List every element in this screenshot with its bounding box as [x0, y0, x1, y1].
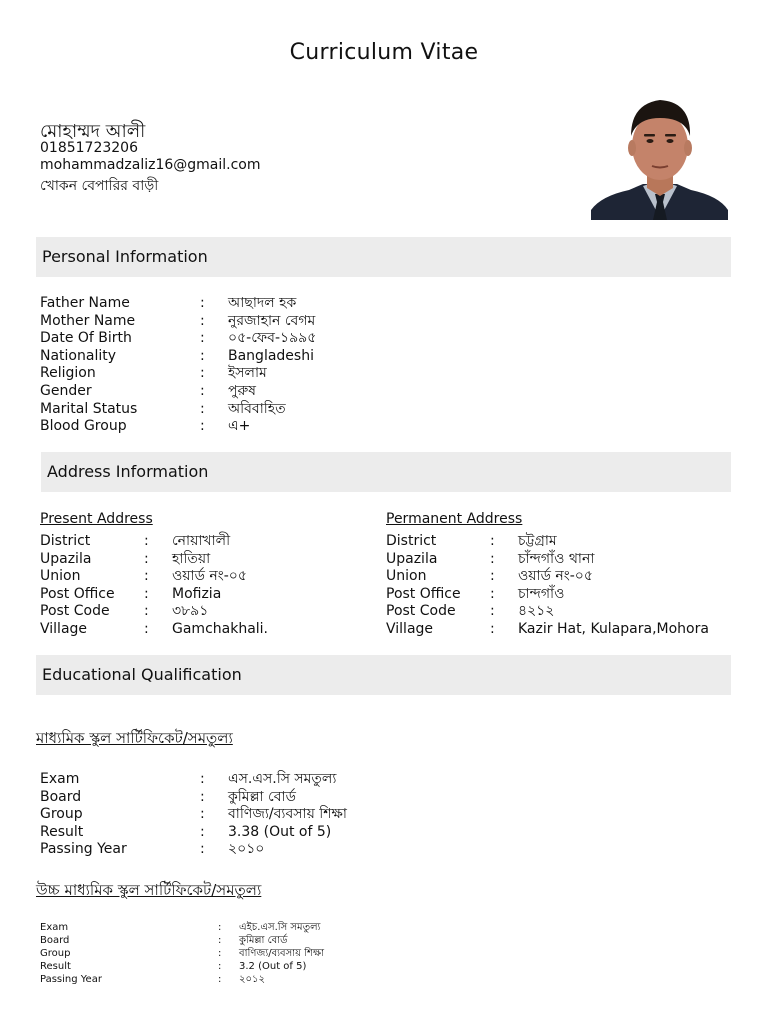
- row-label: Group: [40, 948, 71, 959]
- info-row: [40, 620, 370, 638]
- row-value: ওয়ার্ড নং-০৫: [172, 568, 247, 585]
- row-separator: :: [200, 823, 205, 840]
- row-label: Group: [40, 806, 83, 823]
- row-label: District: [386, 533, 437, 549]
- row-separator: :: [218, 974, 222, 985]
- row-label: Gender: [40, 383, 92, 399]
- row-label: Village: [40, 621, 88, 637]
- row-separator: :: [490, 621, 495, 637]
- hsc-title: উচ্চ মাধ্যমিক স্কুল সার্টিফিকেট/সমতুল্য: [36, 881, 262, 899]
- info-row: [40, 417, 720, 435]
- row-value: ইসলাম: [228, 365, 267, 382]
- row-separator: :: [200, 771, 205, 787]
- row-value: ০৫-ফেব-১৯৯৫: [228, 330, 317, 347]
- row-value: Kazir Hat, Kulapara,Mohora: [518, 621, 709, 637]
- row-label: Union: [386, 568, 427, 585]
- info-row: [40, 770, 720, 788]
- row-label: Blood Group: [40, 418, 127, 435]
- row-label: Board: [40, 788, 82, 805]
- profile-photo: [591, 88, 728, 220]
- row-separator: :: [200, 400, 205, 417]
- row-value: Mofizia: [172, 585, 222, 602]
- row-separator: :: [144, 568, 149, 585]
- info-row: [40, 823, 720, 841]
- info-row: [40, 805, 720, 823]
- row-label: Board: [40, 935, 70, 946]
- row-separator: :: [200, 418, 205, 435]
- row-value: বাণিজ্য/ব্যবসায় শিক্ষা: [239, 948, 324, 959]
- info-row: [40, 567, 370, 585]
- row-value: কুমিল্লা বোর্ড: [228, 788, 296, 805]
- info-row: [40, 960, 720, 973]
- row-value: আছাদল হক: [228, 295, 297, 311]
- row-label: Post Code: [40, 603, 110, 620]
- row-separator: :: [490, 585, 495, 602]
- portrait-image: [591, 88, 728, 220]
- row-value: Bangladeshi: [228, 347, 314, 364]
- row-label: Exam: [40, 771, 80, 787]
- applicant-name: মোহাম্মদ আলী: [40, 121, 146, 142]
- row-value: ৩৮৯১: [172, 603, 209, 620]
- row-label: Passing Year: [40, 841, 127, 858]
- permanent-address-title: Permanent Address: [386, 511, 523, 527]
- phone-number: 01851723206: [40, 140, 138, 156]
- section-title: Educational Qualification: [42, 665, 242, 684]
- row-value: 3.2 (Out of 5): [239, 961, 307, 972]
- section-title: Personal Information: [42, 247, 208, 266]
- row-value: ৪২১২: [518, 603, 555, 620]
- ssc-title: মাধ্যমিক স্কুল সার্টিফিকেট/সমতুল্য: [36, 729, 233, 747]
- info-row: [40, 294, 720, 312]
- row-value: ২০১০: [228, 841, 265, 858]
- info-row: [40, 921, 720, 934]
- row-label: Result: [40, 823, 84, 840]
- row-separator: :: [144, 585, 149, 602]
- row-separator: :: [218, 935, 222, 946]
- row-separator: :: [218, 961, 222, 972]
- row-label: Union: [40, 568, 81, 585]
- row-separator: :: [200, 841, 205, 858]
- row-label: Mother Name: [40, 312, 136, 329]
- info-row: [40, 602, 370, 620]
- row-value: কুমিল্লা বোর্ড: [239, 935, 288, 946]
- row-label: Marital Status: [40, 400, 138, 417]
- email-address: mohammadzaliz16@gmail.com: [40, 157, 261, 173]
- row-value: এস.এস.সি সমতুল্য: [228, 771, 337, 787]
- row-separator: :: [490, 533, 495, 549]
- section-title: Address Information: [47, 462, 209, 481]
- info-row: [386, 550, 726, 568]
- info-row: [40, 400, 720, 418]
- row-separator: :: [144, 533, 149, 549]
- info-row: [40, 364, 720, 382]
- address-information-header: [41, 452, 731, 492]
- row-label: District: [40, 533, 91, 549]
- row-value: চট্টগ্রাম: [518, 533, 557, 549]
- row-separator: :: [200, 806, 205, 823]
- row-label: Passing Year: [40, 974, 102, 985]
- row-separator: :: [218, 922, 222, 933]
- row-value: পুরুষ: [228, 383, 256, 399]
- row-separator: :: [490, 568, 495, 585]
- info-row: [40, 585, 370, 603]
- row-separator: :: [218, 948, 222, 959]
- row-separator: :: [200, 312, 205, 329]
- row-value: 3.38 (Out of 5): [228, 823, 332, 840]
- row-separator: :: [490, 603, 495, 620]
- row-label: Upazila: [386, 550, 438, 567]
- row-separator: :: [200, 383, 205, 399]
- row-separator: :: [144, 550, 149, 567]
- row-label: Post Office: [386, 585, 461, 602]
- info-row: [40, 532, 370, 550]
- personal-information-header: [36, 237, 731, 277]
- row-separator: :: [200, 295, 205, 311]
- row-label: Exam: [40, 922, 69, 933]
- row-value: নোয়াখালী: [172, 533, 231, 549]
- educational-qualification-header: [36, 655, 731, 695]
- info-row: [40, 347, 720, 365]
- row-separator: :: [490, 550, 495, 567]
- row-value: Gamchakhali.: [172, 621, 269, 637]
- row-value: হাতিয়া: [172, 550, 211, 567]
- row-separator: :: [200, 365, 205, 382]
- info-row: [386, 532, 726, 550]
- info-row: [40, 973, 720, 986]
- page-title: Curriculum Vitae: [289, 40, 479, 65]
- info-row: [40, 934, 720, 947]
- row-value: চাঁন্দগাঁও থানা: [518, 550, 595, 567]
- info-row: [386, 567, 726, 585]
- row-value: ওয়ার্ড নং-০৫: [518, 568, 593, 585]
- row-value: এ+: [228, 418, 251, 435]
- row-value: এইচ.এস.সি সমতুল্য: [239, 922, 321, 933]
- info-row: [40, 382, 720, 400]
- row-separator: :: [144, 603, 149, 620]
- row-label: Village: [386, 621, 434, 637]
- info-row: [40, 840, 720, 858]
- row-label: Result: [40, 961, 71, 972]
- row-label: Nationality: [40, 347, 117, 364]
- row-value: ২০১২: [239, 974, 265, 985]
- info-row: [40, 788, 720, 806]
- row-separator: :: [144, 621, 149, 637]
- info-row: [40, 947, 720, 960]
- info-row: [386, 602, 726, 620]
- row-separator: :: [200, 788, 205, 805]
- info-row: [40, 329, 720, 347]
- row-label: Upazila: [40, 550, 92, 567]
- row-value: নুরজাহান বেগম: [228, 312, 316, 329]
- info-row: [40, 312, 720, 330]
- row-value: অবিবাহিত: [228, 400, 286, 417]
- info-row: [386, 620, 726, 638]
- row-label: Date Of Birth: [40, 330, 132, 347]
- row-label: Father Name: [40, 295, 130, 311]
- info-row: [40, 550, 370, 568]
- row-label: Post Office: [40, 585, 115, 602]
- row-separator: :: [200, 330, 205, 347]
- row-value: চান্দগাঁও: [518, 585, 565, 602]
- info-row: [386, 585, 726, 603]
- home-address: খোকন বেপারির বাড়ী: [40, 178, 159, 194]
- row-value: বাণিজ্য/ব্যবসায় শিক্ষা: [228, 806, 347, 823]
- row-label: Post Code: [386, 603, 456, 620]
- row-separator: :: [200, 347, 205, 364]
- row-label: Religion: [40, 365, 96, 382]
- present-address-title: Present Address: [40, 511, 153, 527]
